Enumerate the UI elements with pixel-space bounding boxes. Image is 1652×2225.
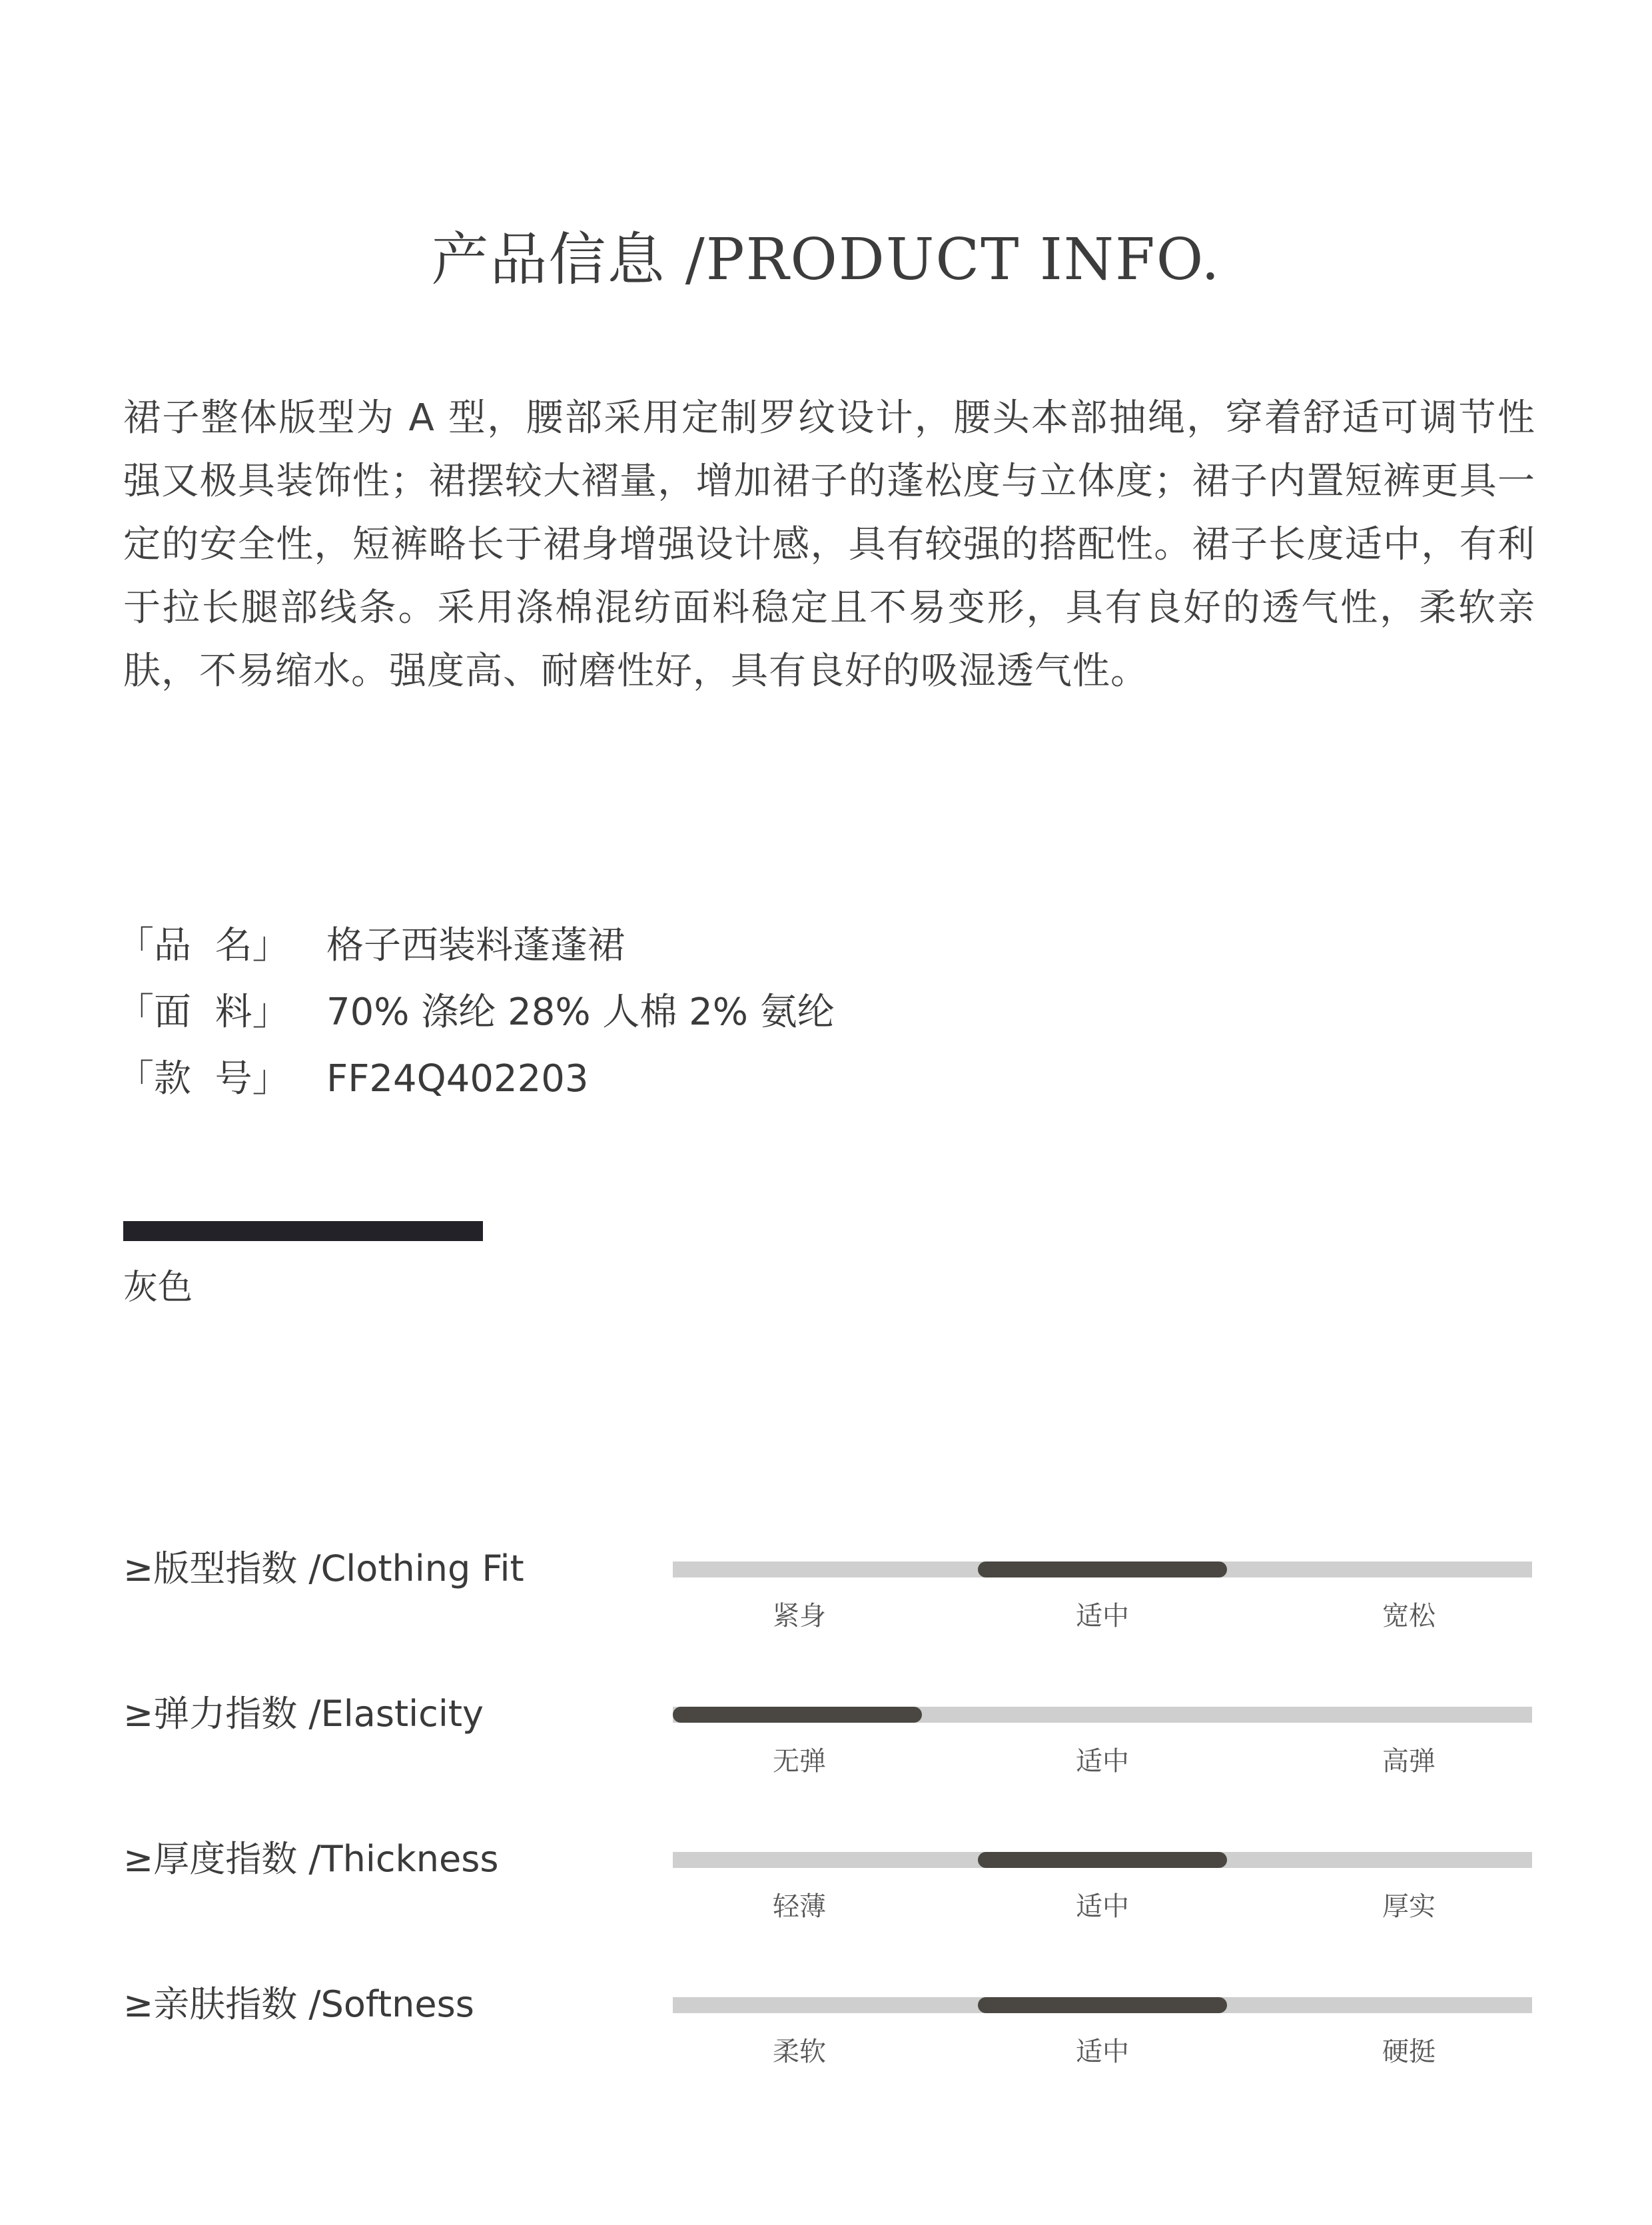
- metric-elasticity: [0, 1685, 1652, 1799]
- scale-label-high: 厚实: [1382, 1891, 1436, 1922]
- info-label: 「品 名」: [117, 924, 290, 967]
- metric-track: [673, 1997, 1532, 2013]
- scale-label-mid: 适中: [1076, 1891, 1129, 1922]
- metric-label: ≥版型指数 /Clothing Fit: [123, 1548, 524, 1589]
- metric-label: ≥亲肤指数 /Softness: [123, 1983, 474, 2025]
- metric-softness: [0, 1976, 1652, 2089]
- product-description: 裙子整体版型为 A 型，腰部采用定制罗纹设计，腰头本部抽绳，穿着舒适可调节性强又极具装饰性；裙摆较大褶量，增加裙子的蓬松度与立体度；裙子内置短裤更具一定的安全性，短裤略长于裙身增强设计感，具有较强的搭配性。裙子长度适中，有利于拉长腿部线条。采用涤棉混纺面料稳定且不易变形，具有良好的透气性，柔软亲肤，不易缩水。强度高、耐磨性好，具有良好的吸湿透气性。: [123, 396, 1535, 693]
- scale-label-high: 硬挺: [1382, 2036, 1436, 2067]
- metric-indicator: [978, 1997, 1227, 2013]
- metric-clothing-fit: [0, 1540, 1652, 1653]
- info-value-product-name: 格子西装料蓬蓬裙: [326, 924, 625, 967]
- metric-track: [673, 1561, 1532, 1577]
- metric-indicator: [673, 1707, 922, 1723]
- metric-indicator: [978, 1852, 1227, 1868]
- metric-label: ≥弹力指数 /Elasticity: [123, 1693, 484, 1735]
- info-row-product-name: [117, 913, 835, 979]
- product-info-list: [117, 913, 835, 1112]
- scale-label-low: 紧身: [773, 1601, 826, 1631]
- info-row-style-number: [117, 1046, 835, 1112]
- metric-indicator: [978, 1561, 1227, 1577]
- scale-label-high: 宽松: [1382, 1601, 1436, 1631]
- info-label: 「面 料」: [117, 991, 290, 1034]
- scale-label-mid: 适中: [1076, 2036, 1129, 2067]
- color-swatch: [123, 1221, 483, 1241]
- info-value-fabric: 70% 涤纶 28% 人棉 2% 氨纶: [326, 991, 835, 1034]
- scale-label-low: 柔软: [773, 2036, 826, 2067]
- metric-thickness: [0, 1831, 1652, 1944]
- page-title: 产品信息 /PRODUCT INFO.: [431, 226, 1221, 293]
- info-row-fabric: [117, 979, 835, 1046]
- info-value-style-number: FF24Q402203: [326, 1057, 589, 1101]
- scale-label-mid: 适中: [1076, 1746, 1129, 1777]
- scale-label-mid: 适中: [1076, 1601, 1129, 1631]
- info-label: 「款 号」: [117, 1057, 290, 1101]
- scale-label-low: 轻薄: [773, 1891, 826, 1922]
- metric-track: [673, 1707, 1532, 1723]
- color-name: 灰色: [123, 1268, 193, 1308]
- metric-track: [673, 1852, 1532, 1868]
- metric-label: ≥厚度指数 /Thickness: [123, 1838, 499, 1880]
- scale-label-high: 高弹: [1382, 1746, 1436, 1777]
- scale-label-low: 无弹: [773, 1746, 826, 1777]
